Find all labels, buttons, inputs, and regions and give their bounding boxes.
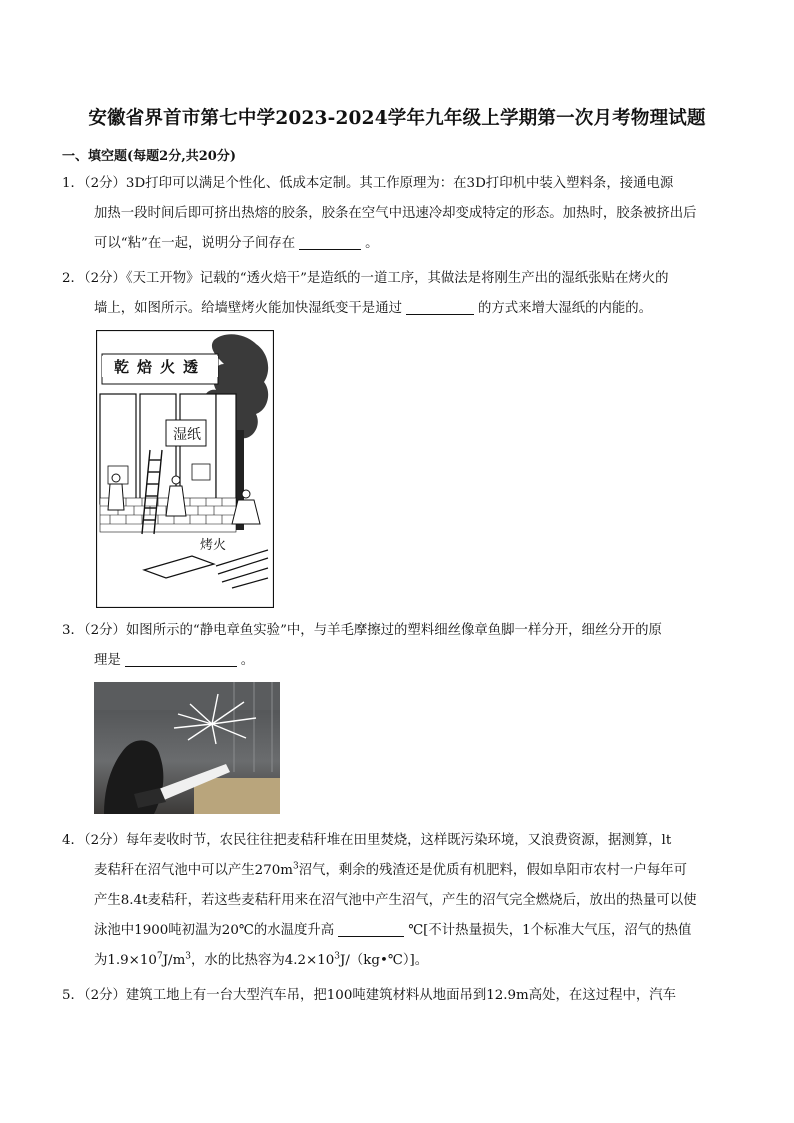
question-number: 1． [62, 176, 84, 191]
static-octopus-drawing [94, 682, 280, 814]
question-score: （2分） [83, 176, 126, 191]
question-3 [62, 616, 722, 676]
answer-blank[interactable] [338, 920, 404, 937]
question-text: 加热一段时间后即可挤出热熔的胶条，胶条在空气中迅速冷却变成特定的形态。加热时，胶条被挤出后 [94, 206, 697, 221]
superscript: 7 [156, 951, 163, 962]
banner-label: 乾焙火透 [102, 356, 218, 377]
superscript: 3 [334, 951, 341, 962]
answer-blank[interactable] [406, 298, 474, 315]
question-text: 如图所示的“静电章鱼实验”中，与羊毛摩擦过的塑料细丝像章鱼脚一样分开，细丝分开的原 [125, 623, 662, 638]
question-text: ℃[不计热量损失，1个标准大气压，沼气的热值 [408, 923, 692, 938]
answer-blank[interactable] [125, 650, 237, 667]
question-text: 麦秸秆在沼气池中可以产生270m [94, 863, 293, 878]
question-text: J/m [162, 953, 186, 968]
question-text: 。 [240, 653, 255, 668]
question-number: 3． [62, 623, 84, 638]
question-text: 为1.9×10 [94, 953, 157, 968]
question-text: 建筑工地上有一台大型汽车吊，把100吨建筑材料从地面吊到12.9m高处，在这过程中，汽车 [125, 988, 677, 1003]
question-text: 理是 [94, 653, 121, 668]
question-text: 的方式来增大湿纸的内能的。 [477, 301, 653, 316]
question-text: 产生8.4t麦秸秆，若这些麦秸秆用来在沼气池中产生沼气，产生的沼气完全燃烧后，放出的热量可以使 [94, 893, 697, 908]
question-text: 《天工开物》记载的“透火焙干”是造纸的一道工序，其做法是将刚生产出的湿纸张贴在烤火的 [125, 271, 669, 286]
question-score: （2分） [83, 988, 126, 1003]
superscript: 3 [185, 951, 191, 962]
question-text: 。 [365, 236, 379, 251]
question-4 [62, 826, 722, 976]
answer-blank[interactable] [299, 233, 361, 250]
question-text: J/（kg•℃）]。 [340, 953, 429, 968]
question-number: 2． [62, 271, 84, 286]
question-text: 可以“粘”在一起，说明分子间存在 [94, 236, 296, 251]
question-text: 每年麦收时节，农民往往把麦秸秆堆在田里焚烧，这样既污染环境，又浪费资源，据测算，lt [125, 833, 672, 848]
paper-drying-illustration [96, 330, 274, 608]
question-score: （2分） [83, 623, 126, 638]
wet-paper-label: 湿纸 [173, 427, 201, 443]
question-text: 泳池中1900吨初温为20℃的水温度升高 [94, 923, 335, 938]
question-text: 沼气，剩余的残渣还是优质有机肥料，假如阜阳市农村一户每年可 [298, 863, 688, 878]
question-text: 墙上，如图所示。给墙壁烤火能加快湿纸变干是通过 [94, 301, 402, 316]
question-5 [62, 981, 722, 1011]
question-1 [62, 169, 722, 259]
section-heading: 一、填空题(每题2分,共20分) [62, 149, 236, 164]
page-title: 安徽省界首市第七中学2023-2024学年九年级上学期第一次月考物理试题 [88, 108, 706, 129]
question-score: （2分） [83, 271, 126, 286]
question-score: （2分） [83, 833, 126, 848]
static-octopus-photo [94, 682, 280, 814]
question-text: 3D打印可以满足个性化、低成本定制。其工作原理为：在3D打印机中装入塑料条，接通电源 [125, 176, 674, 191]
superscript: 3 [292, 861, 299, 872]
question-number: 5． [62, 988, 84, 1003]
question-2 [62, 264, 722, 324]
question-number: 4． [62, 833, 84, 848]
question-text: ，水的比热容为4.2×10 [191, 953, 335, 968]
fire-label: 烤火 [200, 534, 226, 553]
